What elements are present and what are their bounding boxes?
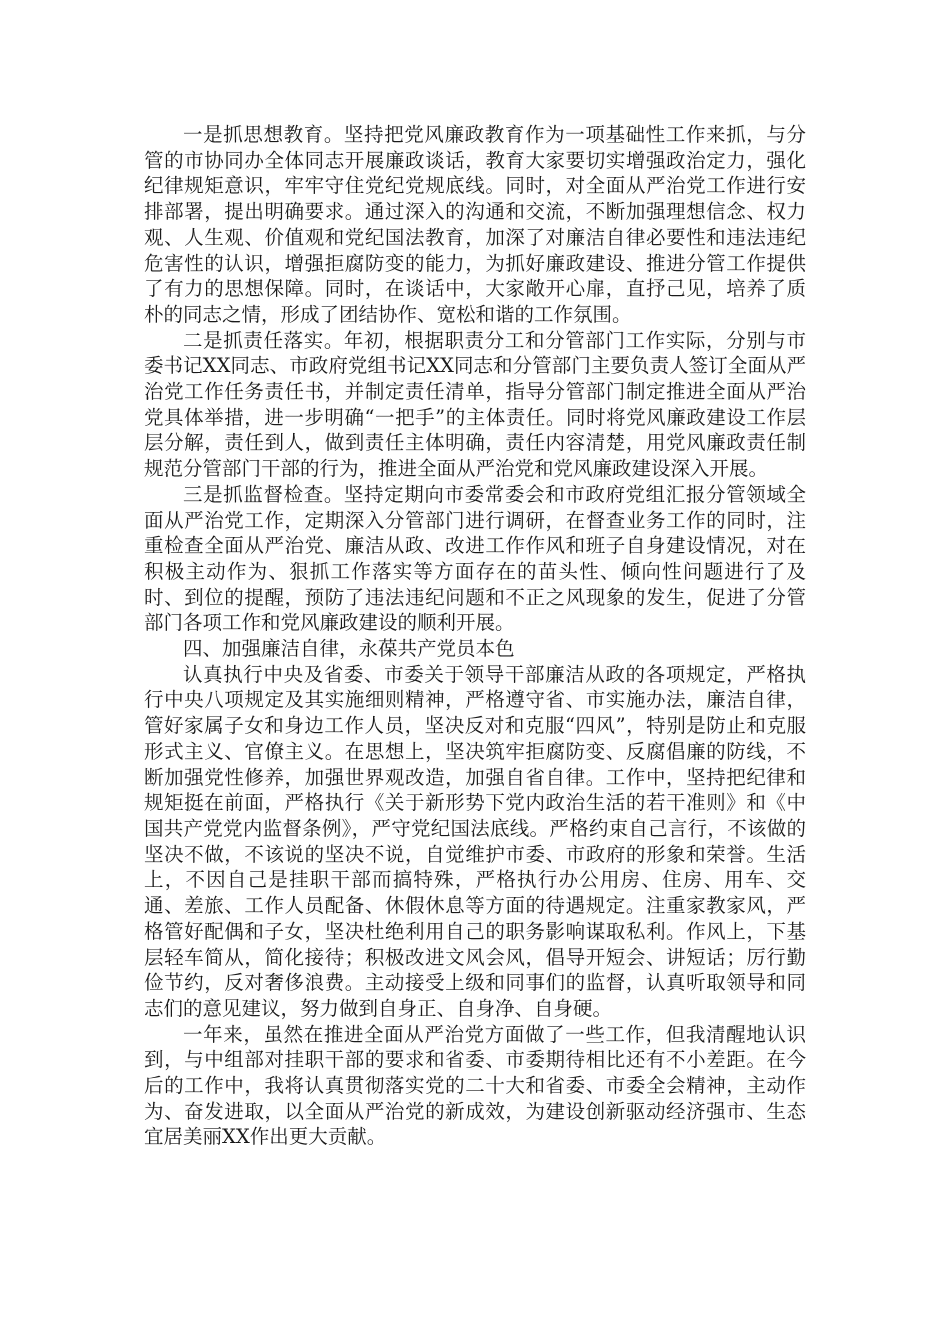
document-body bbox=[144, 122, 806, 1150]
paragraph-conclusion: 一年来，虽然在推进全面从严治党方面做了一些工作，但我清醒地认识到，与中组部对挂职干部的要求和省委、市委期待相比还有不小差距。在今后的工作中，我将认真贯彻落实党的二十大和省委、市委全会精神，主动作为、奋发进取，以全面从严治党的新成效，为建设创新驱动经济强市、生态宜居美丽XX作出更大贡献。 bbox=[144, 1022, 806, 1149]
section-heading: 四、加强廉洁自律，永葆共产党员本色 bbox=[183, 637, 515, 661]
paragraph-thought-education: 一是抓思想教育。坚持把党风廉政教育作为一项基础性工作来抓，与分管的市协同办全体同志开展廉政谈话，教育大家要切实增强政治定力，强化纪律规矩意识，牢牢守住党纪党规底线。同时，对全面从严治党工作进行安排部署，提出明确要求。通过深入的沟通和交流，不断加强理想信念、权力观、人生观、价值观和党纪国法教育，加深了对廉洁自律必要性和违法违纪危害性的认识，增强拒腐防变的能力，为抓好廉政建设、推进分管工作提供了有力的思想保障。同时，在谈话中，大家敞开心扉，直抒己见，培养了质朴的同志之情，形成了团结协作、宽松和谐的工作氛围。 bbox=[144, 123, 806, 326]
paragraph-responsibility: 二是抓责任落实。年初，根据职责分工和分管部门工作实际，分别与市委书记XX同志、市政府党组书记XX同志和分管部门主要负责人签订全面从严治党工作任务责任书，并制定责任清单，指导分管部门制定推进全面从严治党具体举措，进一步明确“一把手”的主体责任。同时将党风廉政建设工作层层分解，责任到人，做到责任主体明确，责任内容清楚，用党风廉政责任制规范分管部门干部的行为，推进全面从严治党和党风廉政建设深入开展。 bbox=[144, 328, 806, 481]
paragraph-self-discipline: 认真执行中央及省委、市委关于领导干部廉洁从政的各项规定，严格执行中央八项规定及其实施细则精神，严格遵守省、市实施办法，廉洁自律，管好家属子女和身边工作人员，坚决反对和克服“四风”，特别是防止和克服形式主义、官僚主义。在思想上，坚决筑牢拒腐防变、反腐倡廉的防线，不断加强党性修养，加强世界观改造，加强自省自律。工作中，坚持把纪律和规矩挺在前面，严格执行《关于新形势下党内政治生活的若干准则》和《中国共产党党内监督条例》，严守党纪国法底线。严格约束自己言行，不该做的坚决不做，不该说的坚决不说，自觉维护市委、市政府的形象和荣誉。生活上，不因自己是挂职干部而搞特殊，严格执行办公用房、住房、用车、交通、差旅、工作人员配备、休假休息等方面的待遇规定。注重家教家风，严格管好配偶和子女，坚决杜绝利用自己的职务影响谋取私利。作风上，下基层轻车简从，简化接待；积极改进文风会风，倡导开短会、讲短话；厉行勤俭节约，反对奢侈浪费。主动接受上级和同事们的监督，认真听取领导和同志们的意见建议，努力做到自身正、自身净、自身硬。 bbox=[144, 662, 806, 1020]
paragraph-supervision: 三是抓监督检查。坚持定期向市委常委会和市政府党组汇报分管领域全面从严治党工作，定期深入分管部门进行调研，在督查业务工作的同时，注重检查全面从严治党、廉洁从政、改进工作作风和班子自身建设情况，对在积极主动作为、狠抓工作落实等方面存在的苗头性、倾向性问题进行了及时、到位的提醒，预防了违法违纪问题和不正之风现象的发生，促进了分管部门各项工作和党风廉政建设的顺利开展。 bbox=[144, 482, 806, 635]
